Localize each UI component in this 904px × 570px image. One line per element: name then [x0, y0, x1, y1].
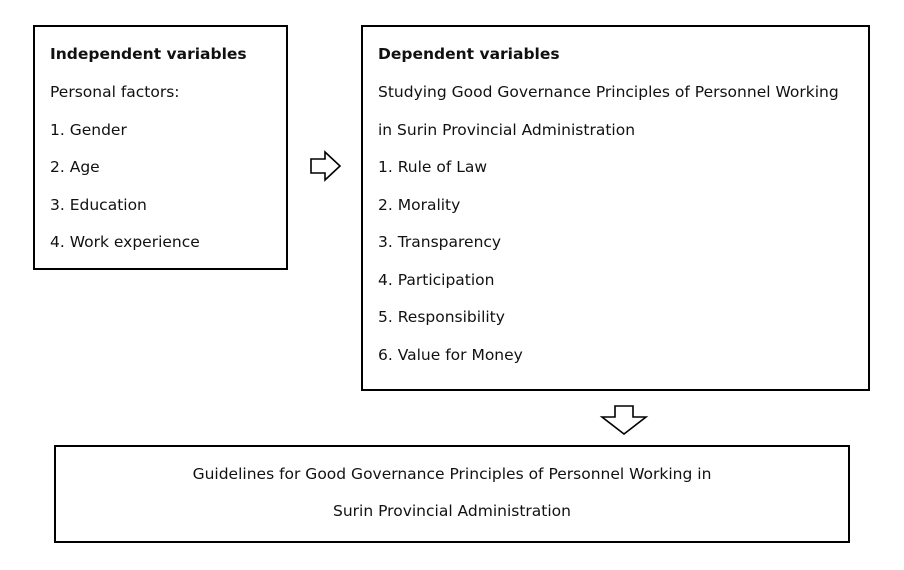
list-item: 6. Value for Money: [378, 346, 523, 364]
right-arrow-icon: [309, 150, 343, 182]
independent-variables-box: [33, 25, 288, 270]
list-item: 4. Work experience: [50, 233, 200, 251]
list-item: 5. Responsibility: [378, 308, 505, 326]
list-item: 1. Rule of Law: [378, 158, 488, 176]
down-arrow-icon: [599, 404, 649, 436]
list-item: 4. Participation: [378, 271, 495, 289]
dependent-subtitle-line2: in Surin Provincial Administration: [378, 121, 636, 139]
list-item: 1. Gender: [50, 121, 127, 139]
list-item: 2. Morality: [378, 196, 461, 214]
guidelines-box: [54, 445, 850, 543]
guidelines-line2: Surin Provincial Administration: [333, 502, 571, 520]
dependent-variables-box: [361, 25, 870, 391]
list-item: 3. Transparency: [378, 233, 502, 251]
guidelines-line1: Guidelines for Good Governance Principles of Personnel Working in: [192, 465, 712, 483]
dependent-variables-title: Dependent variables: [378, 45, 560, 63]
list-item: 2. Age: [50, 158, 100, 176]
independent-variables-title: Independent variables: [50, 45, 247, 63]
dependent-subtitle-line1: Studying Good Governance Principles of Personnel Working: [378, 83, 839, 101]
personal-factors-label: Personal factors:: [50, 83, 180, 101]
list-item: 3. Education: [50, 196, 147, 214]
